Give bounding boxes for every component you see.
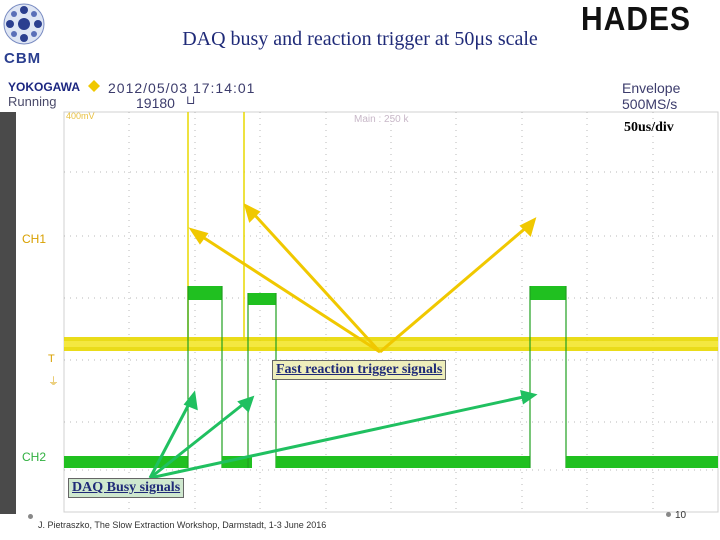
scope-datetime: 2012/05/03 17:14:01 bbox=[108, 80, 256, 96]
yellow-arrow-3 bbox=[380, 226, 528, 352]
ch2-busy-1 bbox=[188, 286, 222, 300]
yokogawa-diamond-icon bbox=[88, 80, 100, 92]
ch2-busy-2 bbox=[248, 293, 276, 305]
slide-title: DAQ busy and reaction trigger at 50μs scale bbox=[182, 28, 538, 50]
yellow-arrow-1-head bbox=[192, 230, 206, 242]
hades-logo-text: HADES bbox=[581, 1, 692, 38]
ch2-label: CH2 bbox=[22, 450, 47, 464]
scope-sample-rate: 500MS/s bbox=[622, 96, 678, 112]
ch2-low-seg-3 bbox=[276, 456, 530, 468]
scope-main-label: Main : 250 k bbox=[354, 114, 409, 125]
yellow-arrow-3-head bbox=[522, 220, 534, 234]
page-bullet bbox=[666, 512, 671, 517]
ch1-label: CH1 bbox=[22, 232, 47, 246]
footer-text: J. Pietraszko, The Slow Extraction Workshop, Darmstadt, 1-3 June 2016 bbox=[38, 520, 327, 530]
cbm-logo-text: CBM bbox=[4, 50, 42, 67]
ch2-busy-3 bbox=[530, 286, 566, 300]
time-per-div-label: 50us/div bbox=[624, 120, 674, 135]
page-number: 10 bbox=[675, 510, 687, 521]
green-arrow-2-head bbox=[240, 398, 252, 410]
scope-run-mode: Running bbox=[8, 94, 57, 109]
footer-bullet bbox=[28, 514, 33, 519]
trigger-position-marker: ⊔ bbox=[186, 93, 196, 107]
ground-marker: ⏚ bbox=[48, 376, 59, 388]
scope-acq-mode: Envelope bbox=[622, 80, 681, 96]
green-arrow-3-head bbox=[522, 392, 534, 402]
scope-brand: YOKOGAWA bbox=[8, 80, 81, 94]
daq-busy-callout: DAQ Busy signals bbox=[68, 478, 184, 498]
ch1-trace bbox=[64, 112, 718, 351]
ch2-low-seg-4 bbox=[566, 456, 718, 468]
scope-acq-count: 19180 bbox=[136, 95, 175, 111]
ch1-scale: 400mV bbox=[66, 111, 95, 121]
fast-trigger-callout: Fast reaction trigger signals bbox=[272, 360, 446, 380]
trigger-marker-t: T bbox=[48, 353, 55, 365]
